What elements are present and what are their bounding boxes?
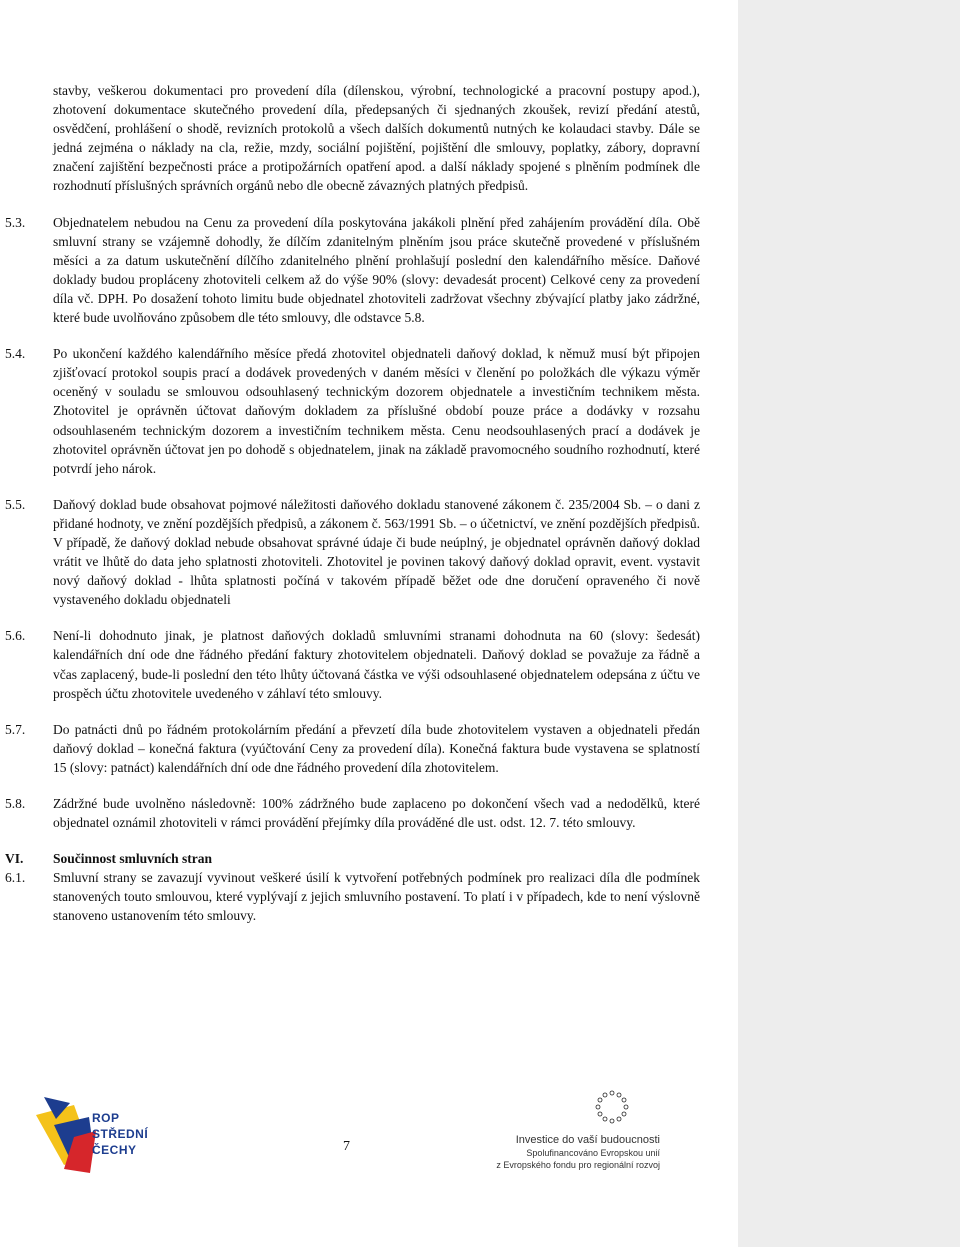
document-body — [0, 81, 700, 926]
paragraph-text: Objednatelem nebudou na Cenu za provedení díla poskytována jakákoli plnění před zahájením provádění díla. Obě smluvní strany se vzájemně dohodly, že dílčím zdanitelným plněním jsou práce skutečně provedené v příslušném měsíci a za datum uskutečnění dílčího zdanitelného plnění prohlašují poslední den kalendářního měsíce. Daňové doklady budou propláceny zhotoviteli celkem až do výše 90% (slovy: devadesát procent) Celkové ceny za provedení díla vč. DPH. Po dosažení tohoto limitu bude objednatel zhotoviteli zadržovat všechny zbývající platby jako zádržné, které bude uvolňováno způsobem dle této smlouvy, dle odstavce 5.8. — [53, 214, 700, 326]
paragraph-text: Do patnácti dnů po řádném protokolárním předání a převzetí díla bude zhotovitelem vystaven a objednateli předán daňový doklad – konečná faktura (vyúčtování Ceny za provedení díla). Konečná faktura bude vystavena se splatností 15 (slovy: patnáct) kalendářních dní ode dne řádného provedení díla zhotovitelem. — [53, 721, 700, 775]
page-number: 7 — [343, 1139, 350, 1154]
paragraph-number: 5.7. — [5, 721, 26, 737]
eu-funding-text — [460, 1133, 660, 1171]
paragraph-5-6 — [0, 626, 700, 702]
eu-fund: z Evropského fondu pro regionální rozvoj — [496, 1160, 660, 1170]
paragraph-6-1 — [0, 868, 700, 925]
paragraph-text: Po ukončení každého kalendářního měsíce předá zhotovitel objednateli daňový doklad, k němuž musí být připojen zjišťovací protokol soupis prací a dodávek provedených v daném měsíci v členění po položkách dle výkazu výměr oceněný v souladu se smlouvou odsouhlasený technickým dozorem objednatele a investičním technikem města. Zhotovitel je oprávněn účtovat daňovým dokladem za příslušné období pouze práce a dodávky v rozsahu odsouhlaseném technickým dozorem a investičním technikem města. Cenu neodsouhlasených prací a dodávek je zhotovitel oprávněn účtovat jen po dohodě s objednatelem, jinak na základě pravomocného soudního rozhodnutí, které potvrdí jeho nárok. — [53, 346, 700, 476]
paragraph-text: Zádržné bude uvolněno následovně: 100% zádržného bude zaplaceno po dokončení všech vad a nedodělků, které objednatel oznámil zhotoviteli v rámci provádění přejímky díla prováděné dle ust. odst. 12. 7. této smlouvy. — [53, 796, 700, 831]
paragraph-text: stavby, veškerou dokumentaci pro provedení díla (dílenskou, výrobní, technologické a pracovní postupy apod.), zhotovení dokumentace skutečného provedení díla, předepsaných či sjednaných zkoušek, revizí předání atestů, osvědčení, prohlášení o shodě, revizních protokolů a všech dalších dokumentů nutných ke kolaudaci stavby. Dále se jedná zejména o náklady na cla, režie, mzdy, sociální pojištění, pojištění dle smlouvy, poplatky, zábory, dopravní značení zajištění bezpečnosti práce a protipožárních opatření apod. a další náklady spojené s plněním podmínek dle rozhodnutí příslušných správních orgánů nebo dle obecně závazných platných předpisů. — [53, 83, 700, 194]
eu-stars-icon — [588, 1087, 636, 1127]
section-number: VI. — [5, 851, 24, 867]
paragraph-text: Smluvní strany se zavazují vyvinout veškeré úsilí k vytvoření potřebných podmínek pro realizaci díla dle podmínek stanovených touto smlouvou, které vyplývají z jejich smluvního postavení. To platí i v případech, kde to není výslovně stanoveno ustanovením této smlouvy. — [53, 870, 700, 924]
section-title: Součinnost smluvních stran — [53, 851, 213, 867]
paragraph-number: 5.6. — [5, 628, 26, 644]
paragraph-number: 5.4. — [5, 346, 26, 362]
paragraph-5-8 — [0, 794, 700, 832]
paragraph-text: Není-li dohodnuto jinak, je platnost daňových dokladů smluvními stranami dohodnuta na 60 (slovy: šedesát) kalendářních dní ode dne řádného předání faktury zhotovitelem objednateli. Daňový doklad se považuje za řádně a včas zaplacený, bude-li poslední den této lhůty účtovaná částka ve výši odsouhlasené objednatelem odepsána z účtu ve prospěch účtu zhotovitele uvedeného v záhlaví této smlouvy. — [53, 628, 700, 701]
paragraph-5-3 — [0, 213, 700, 328]
paragraph-number: 5.5. — [5, 496, 26, 512]
eu-cofinanced: Spolufinancováno Evropskou unií — [526, 1148, 660, 1158]
section-heading — [0, 849, 700, 868]
paragraph-5-7 — [0, 720, 700, 777]
paragraph-number: 5.8. — [5, 796, 26, 811]
paragraph-5-4 — [0, 344, 700, 478]
paragraph-5-5 — [0, 495, 700, 610]
paragraph-number: 5.3. — [5, 214, 26, 230]
paragraph-number: 6.1. — [5, 870, 26, 886]
rop-line: STŘEDNÍ — [92, 1127, 149, 1141]
page-footer — [0, 1085, 960, 1195]
comment-margin — [738, 0, 960, 1247]
rop-line: ČECHY — [92, 1143, 137, 1157]
paragraph-continuation — [0, 81, 700, 196]
rop-text — [92, 1110, 148, 1158]
paragraph-text: Daňový doklad bude obsahovat pojmové náležitosti daňového dokladu stanovené zákonem č. 235/2004 Sb. – o dani z přidané hodnoty, ve znění pozdějších předpisů, a zákonem č. 563/1991 Sb. – o účetnictví, ve znění pozdějších předpisů. V případě, že daňový doklad nebude obsahovat správné údaje či bude neúplný, je objednatel oprávněn daňový doklad vrátit ve lhůtě do data jeho splatnosti zhotoviteli. Zhotovitel je povinen takový daňový doklad opravit, event. vystavit nový daňový doklad - lhůta splatnosti počíná v takovém případě běžet ode dne doručení opraveného či nově vystaveného dokladu objednateli — [53, 496, 700, 608]
eu-slogan: Investice do vaší budoucnosti — [515, 1134, 660, 1146]
rop-line: ROP — [92, 1111, 120, 1125]
